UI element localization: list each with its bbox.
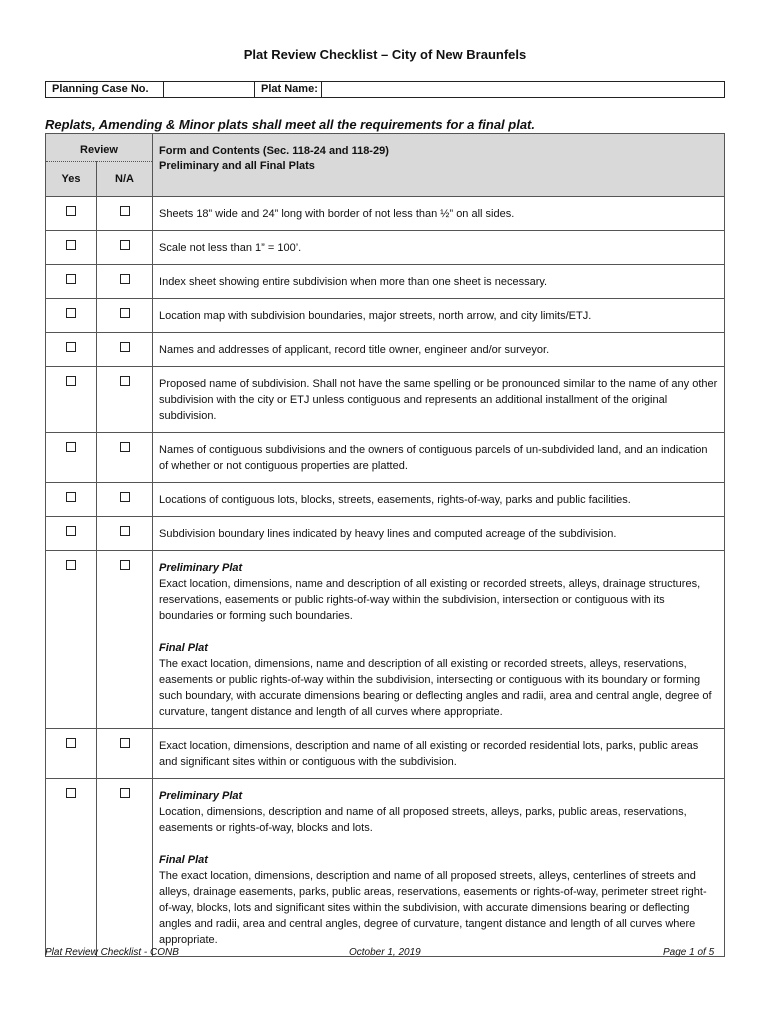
yes-checkbox[interactable] (66, 308, 76, 318)
checklist-row (46, 231, 725, 265)
preliminary-plat-text: Location, dimensions, description and name of all proposed streets, alleys, parks, public areas, reservations, easements or rights-of-way, blocks and lots. (159, 806, 687, 834)
yes-cell (46, 779, 97, 957)
form-header-line1: Form and Contents (Sec. 118-24 and 118-29) (159, 145, 389, 157)
requirement-line: Scale not less than 1” = 100’. (159, 242, 302, 254)
yes-checkbox[interactable] (66, 560, 76, 570)
yes-cell (46, 517, 97, 551)
requirement-line: Locations of contiguous lots, blocks, streets, easements, rights-of-way, parks and public facilities. (159, 494, 631, 506)
footer-date: October 1, 2019 (349, 947, 421, 958)
yes-cell (46, 333, 97, 367)
requirement-text (153, 551, 725, 729)
final-plat-heading: Final Plat (159, 854, 208, 866)
na-cell (97, 197, 153, 231)
final-plat-text: The exact location, dimensions, description and name of all proposed streets, alleys, centerlines of streets and alleys, drainage easements, parks, public areas, reservations, easements or rights-of-way, perimeter street right-of-way, blocks, lots and significant sites within the subdivision, with accurate dimensions bearing or deflecting angles and radii, area and central angles, degree of curvature, tangent distance and length of all curves where appropriate. (159, 870, 707, 946)
yes-cell (46, 729, 97, 779)
requirement-text (153, 483, 725, 517)
intro-note: Replats, Amending & Minor plats shall meet all the requirements for a final plat. (45, 117, 536, 132)
na-checkbox[interactable] (120, 376, 130, 386)
preliminary-plat-heading: Preliminary Plat (159, 562, 243, 574)
na-header: N/A (97, 162, 153, 197)
yes-checkbox[interactable] (66, 526, 76, 536)
checklist-row (46, 333, 725, 367)
na-checkbox[interactable] (120, 788, 130, 798)
form-contents-header (153, 134, 725, 197)
na-cell (97, 433, 153, 483)
yes-header: Yes (46, 162, 97, 197)
final-plat-text: The exact location, dimensions, name and description of all existing or recorded streets, alleys, reservations, easements or public rights-of-way within the subdivision, intersecting or contiguous with its boundary or forming such boundary, with accurate dimensions bearing or deflecting angles and radii, area and central angle, degree of curvature, tangent distance and length of all curves where appropriate. (159, 658, 712, 718)
yes-checkbox[interactable] (66, 492, 76, 502)
yes-cell (46, 433, 97, 483)
requirement-text (153, 729, 725, 779)
yes-checkbox[interactable] (66, 738, 76, 748)
na-checkbox[interactable] (120, 206, 130, 216)
planning-case-field[interactable] (164, 82, 255, 97)
form-header-line2: Preliminary and all Final Plats (159, 160, 315, 172)
plat-name-label: Plat Name: (255, 82, 322, 97)
requirement-text (153, 517, 725, 551)
yes-cell (46, 231, 97, 265)
yes-cell (46, 367, 97, 433)
yes-cell (46, 551, 97, 729)
yes-cell (46, 265, 97, 299)
requirement-line: Names of contiguous subdivisions and the owners of contiguous parcels of un-subdivided land, and an indication of whether or not contiguous properties are platted. (159, 444, 708, 472)
na-cell (97, 729, 153, 779)
na-cell (97, 367, 153, 433)
na-checkbox[interactable] (120, 492, 130, 502)
na-cell (97, 265, 153, 299)
requirement-text (153, 367, 725, 433)
requirement-text (153, 779, 725, 957)
requirement-line: Proposed name of subdivision. Shall not have the same spelling or be pronounced similar to the name of any other subdivision with the city or ETJ unless contiguous and represents an additional installment of the original subdivision. (159, 378, 718, 422)
requirement-text (153, 265, 725, 299)
requirement-text (153, 433, 725, 483)
yes-cell (46, 299, 97, 333)
na-checkbox[interactable] (120, 342, 130, 352)
review-header: Review (46, 134, 153, 162)
requirement-line: Sheets 18” wide and 24” long with border of not less than ½” on all sides. (159, 208, 515, 220)
requirement-text (153, 197, 725, 231)
final-plat-heading: Final Plat (159, 642, 208, 654)
checklist-row (46, 729, 725, 779)
yes-checkbox[interactable] (66, 376, 76, 386)
requirement-line: Names and addresses of applicant, record title owner, engineer and/or surveyor. (159, 344, 550, 356)
na-checkbox[interactable] (120, 442, 130, 452)
requirement-line: Location map with subdivision boundaries, major streets, north arrow, and city limits/ETJ. (159, 310, 592, 322)
requirement-line: Exact location, dimensions, description and name of all existing or recorded residential lots, parks, public areas and significant sites within or contiguous with the subdivision. (159, 740, 699, 768)
checklist-row (46, 517, 725, 551)
na-checkbox[interactable] (120, 274, 130, 284)
footer-title: Plat Review Checklist - CONB (45, 947, 179, 958)
requirement-text (153, 333, 725, 367)
yes-cell (46, 483, 97, 517)
checklist-row (46, 433, 725, 483)
checklist-row (46, 367, 725, 433)
yes-checkbox[interactable] (66, 442, 76, 452)
na-cell (97, 779, 153, 957)
yes-checkbox[interactable] (66, 274, 76, 284)
checklist-table (45, 133, 725, 957)
yes-checkbox[interactable] (66, 342, 76, 352)
na-cell (97, 483, 153, 517)
requirement-line: Index sheet showing entire subdivision when more than one sheet is necessary. (159, 276, 548, 288)
requirement-line: Subdivision boundary lines indicated by heavy lines and computed acreage of the subdivision. (159, 528, 617, 540)
na-cell (97, 333, 153, 367)
na-checkbox[interactable] (120, 308, 130, 318)
preliminary-plat-heading: Preliminary Plat (159, 790, 243, 802)
na-checkbox[interactable] (120, 526, 130, 536)
checklist-row (46, 265, 725, 299)
preliminary-plat-text: Exact location, dimensions, name and description of all existing or recorded streets, alleys, drainage structures, reservations, easements or public rights-of-way within the subdivision, intersection or contiguous with its boundaries or forming such boundaries. (159, 578, 701, 622)
checklist-row (46, 197, 725, 231)
yes-checkbox[interactable] (66, 206, 76, 216)
checklist-row (46, 551, 725, 729)
yes-cell (46, 197, 97, 231)
na-cell (97, 231, 153, 265)
na-cell (97, 551, 153, 729)
requirement-text (153, 231, 725, 265)
plat-name-field[interactable] (322, 82, 724, 97)
requirement-text (153, 299, 725, 333)
case-info-table (45, 81, 725, 98)
na-checkbox[interactable] (120, 738, 130, 748)
checklist-row (46, 483, 725, 517)
page-title: Plat Review Checklist – City of New Braunfels (243, 47, 527, 62)
na-checkbox[interactable] (120, 240, 130, 250)
na-cell (97, 517, 153, 551)
yes-checkbox[interactable] (66, 240, 76, 250)
na-checkbox[interactable] (120, 560, 130, 570)
checklist-row (46, 779, 725, 957)
checklist-row (46, 299, 725, 333)
na-cell (97, 299, 153, 333)
planning-case-label: Planning Case No. (46, 82, 164, 97)
footer-page: Page 1 of 5 (663, 947, 715, 958)
yes-checkbox[interactable] (66, 788, 76, 798)
